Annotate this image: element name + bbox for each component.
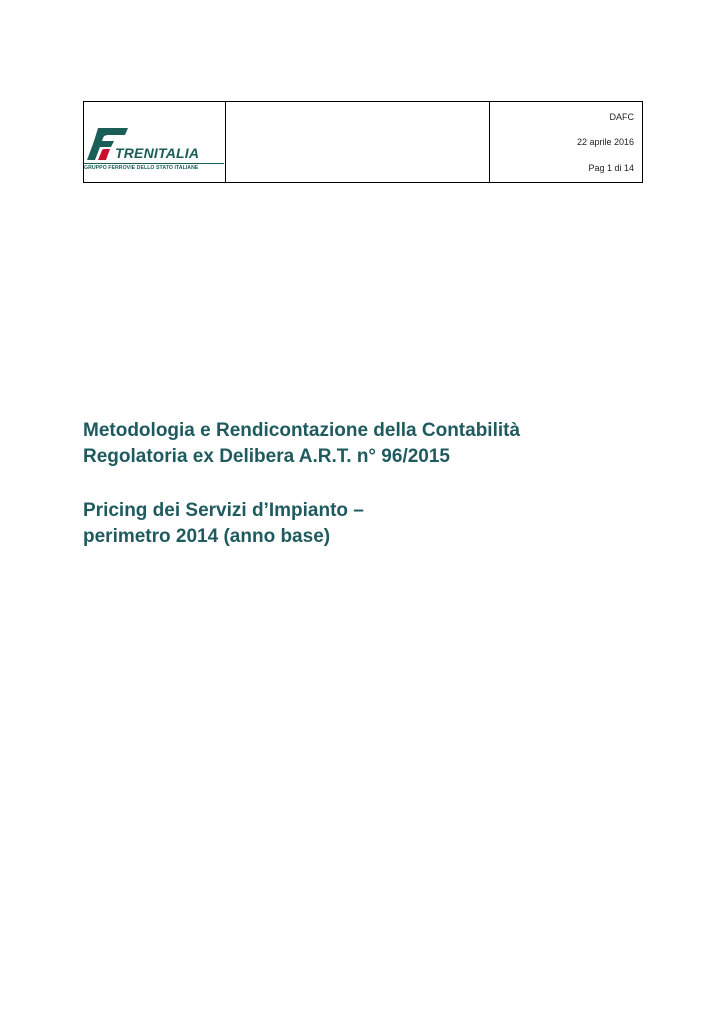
title-line-1: Metodologia e Rendicontazione della Contabilità	[83, 420, 521, 441]
document-header-table	[83, 101, 643, 183]
document-date: 22 aprile 2016	[576, 137, 634, 147]
subtitle-line-2: perimetro 2014 (anno base)	[83, 526, 331, 547]
logo-tagline: GRUPPO FERROVIE DELLO STATO ITALIANE	[84, 163, 224, 171]
header-blank-cell	[226, 102, 490, 183]
page-indicator: Pag 1 di 14	[588, 163, 634, 173]
document-title-block	[83, 418, 643, 550]
trenitalia-logo	[84, 102, 225, 182]
logo-cell	[84, 102, 226, 183]
header-meta-cell	[490, 102, 643, 183]
subtitle-line-1: Pricing dei Servizi d’Impianto –	[83, 500, 364, 521]
title-line-2: Regolatoria ex Delibera A.R.T. n° 96/2015	[83, 446, 450, 467]
logo-wordmark: TRENITALIA	[115, 145, 200, 161]
department-label: DAFC	[609, 112, 634, 122]
